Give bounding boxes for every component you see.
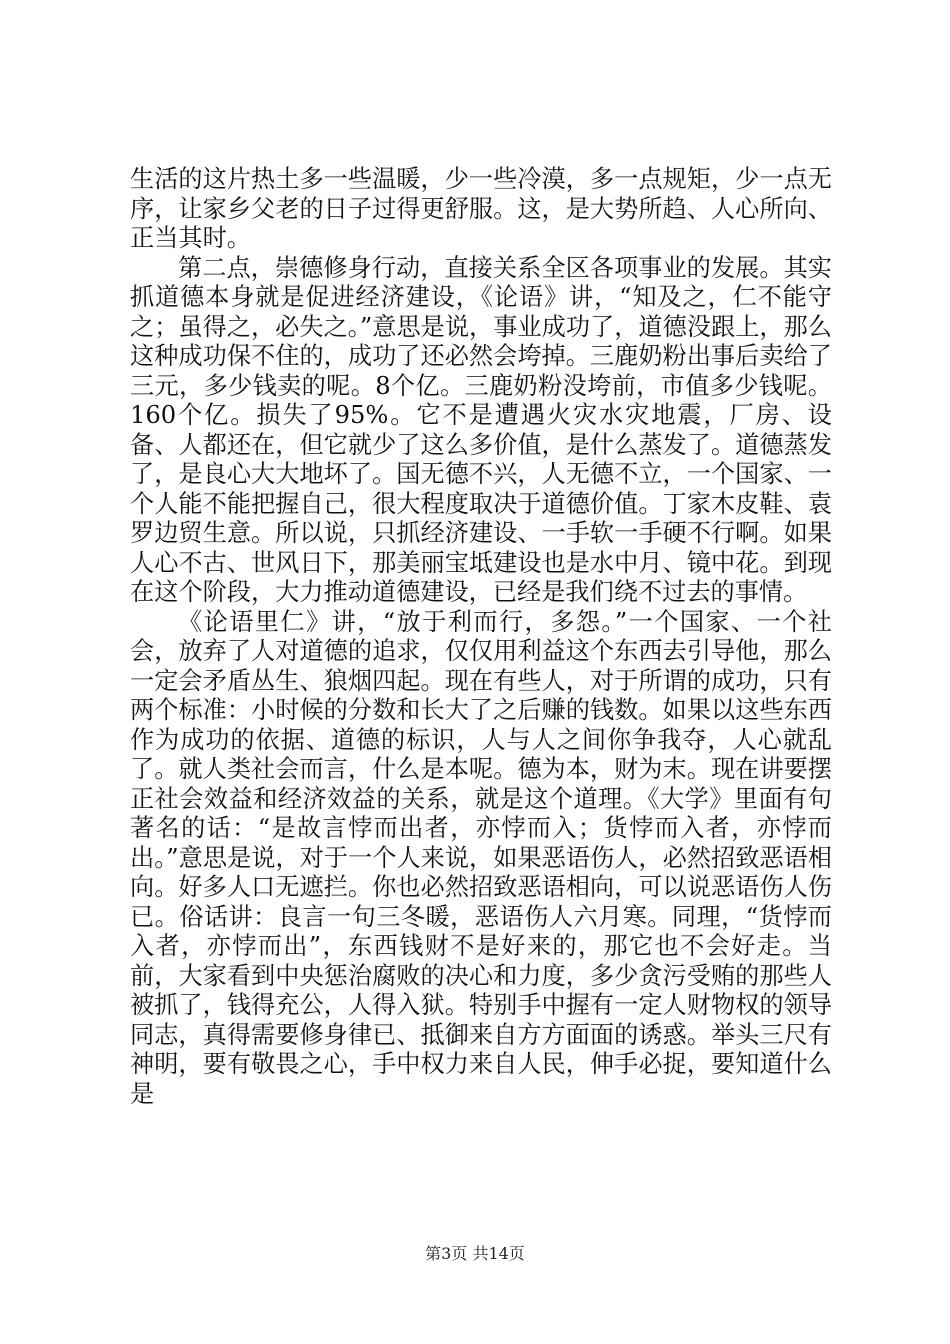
paragraph-lunyu-liren: 《论语里仁》讲，“放于利而行，多怨。”一个国家、一个社会，放弃了人对道德的追求，仅仅用利益这个东西去引导他，那么一定会矛盾丛生、狼烟四起。现在有些人，对于所谓的成功，只有两个标准：小时候的分数和长大了之后赚的钱数。如果以这些东西作为成功的依据、道德的标识，人与人之间你争我夺，人心就乱了。就人类社会而言，什么是本呢。德为本，财为末。现在讲要摆正社会效益和经济效益的关系，就是这个道理。《大学》里面有句著名的话：“是故言悖而出者，亦悖而入；货悖而入者，亦悖而出。”意思是说，对于一个人来说，如果恶语伤人，必然招致恶语相向。好多人口无遮拦。你也必然招致恶语相向，可以说恶语伤人伤已。俗话讲：良言一句三冬暖，恶语伤人六月寒。同理，“货悖而入者，亦悖而出”，东西钱财不是好来的，那它也不会好走。当前，大家看到中央惩治腐败的决心和力度，多少贪污受贿的那些人被抓了，钱得充公，人得入狱。特别手中握有一定人财物权的领导同志，真得需要修身律已、抵御来自方方面面的诱惑。举头三尺有神明，要有敬畏之心，手中权力来自人民，伸手必捉，要知道什么是 bbox=[130, 607, 832, 1108]
paragraph-second-point: 第二点，崇德修身行动，直接关系全区各项事业的发展。其实抓道德本身就是促进经济建设，《论语》讲，“知及之，仁不能守之；虽得之，必失之。”意思是说，事业成功了，道德没跟上，那么这种成功保不住的，成功了还必然会垮掉。三鹿奶粉出事后卖给了三元，多少钱卖的呢。8个亿。三鹿奶粉没垮前，市值多少钱呢。160个亿。损失了95%。它不是遭遇火灾水灾地震，厂房、设备、人都还在，但它就少了这么多价值，是什么蒸发了。道德蒸发了，是良心大大地坏了。国无德不兴，人无德不立，一个国家、一个人能不能把握自己，很大程度取决于道德价值。丁家木皮鞋、袁罗边贸生意。所以说，只抓经济建设、一手软一手硬不行啊。如果人心不古、世风日下，那美丽宝坻建设也是水中月、镜中花。到现在这个阶段，大力推动道德建设，已经是我们绕不过去的事情。 bbox=[130, 253, 832, 606]
page-footer: 第3页 共14页 bbox=[425, 1244, 525, 1263]
paragraph-continued: 生活的这片热土多一些温暖，少一些冷漠，多一点规矩，少一点无序，让家乡父老的日子过得更舒服。这，是大势所趋、人心所向、正当其时。 bbox=[130, 165, 832, 252]
document-body bbox=[130, 165, 832, 1109]
